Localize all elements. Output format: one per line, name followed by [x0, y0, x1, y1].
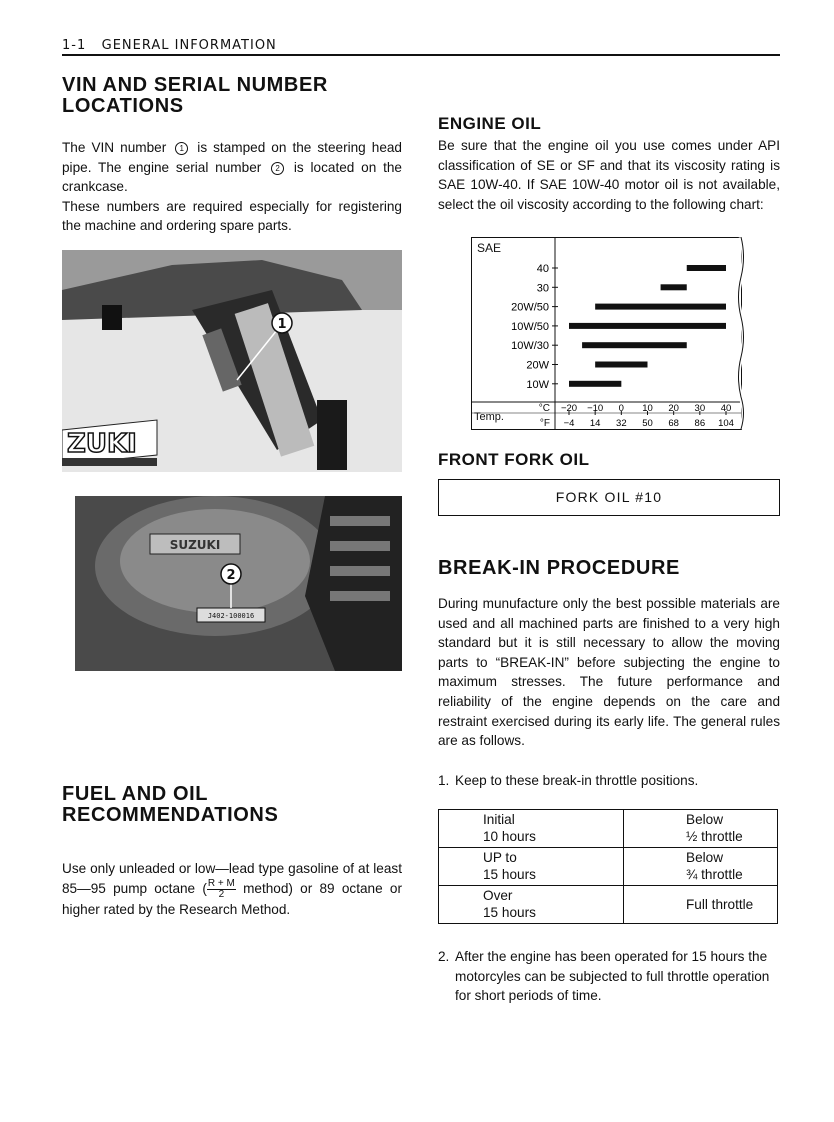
vin-paragraph-1 — [62, 138, 402, 197]
celsius-tick-label: 30 — [694, 403, 706, 414]
throttle-line2: ½ throttle — [686, 829, 743, 844]
fraction-denominator: 2 — [218, 888, 225, 900]
throttle-cell — [624, 886, 778, 924]
vin-text-c: is located on the crankcase. — [62, 159, 402, 195]
period-line2: 15 hours — [483, 867, 536, 882]
fahrenheit-tick-label: −4 — [563, 418, 575, 429]
page-number: 1-1 — [62, 38, 87, 53]
photo2-brand-text: SUZUKI — [169, 538, 221, 552]
fuel-title — [62, 784, 402, 826]
fuel-title-line2: RECOMMENDATIONS — [62, 804, 279, 826]
fahrenheit-tick-label: 50 — [642, 418, 653, 429]
steering-head-photo — [62, 250, 402, 472]
chart-title: SAE — [477, 241, 502, 255]
fahrenheit-tick-label: 32 — [616, 418, 627, 429]
table-row — [439, 886, 778, 924]
celsius-tick-label: 0 — [618, 403, 624, 414]
vin-paragraph-2: These numbers are required especially for registering the machine and ordering spare parts. — [62, 198, 402, 234]
fahrenheit-tick-label: 104 — [718, 418, 734, 429]
vin-text-b: is stamped on the steering head pipe. The engine serial number — [62, 140, 402, 175]
period-cell — [439, 848, 624, 886]
header-rule — [62, 54, 780, 56]
celsius-unit: °C — [538, 403, 550, 414]
fahrenheit-tick-label: 68 — [668, 418, 679, 429]
callout-2-marker: 2 — [271, 162, 284, 175]
crankcase-illustration — [75, 496, 402, 671]
viscosity-range-bar — [582, 342, 687, 348]
fuel-title-line1: FUEL AND OIL — [62, 783, 209, 805]
break-in-title: BREAK-IN PROCEDURE — [438, 557, 680, 579]
break-in-rules-1 — [438, 771, 780, 791]
throttle-line1: Below — [686, 812, 724, 827]
chart-x-axis-label: Temp. — [474, 411, 504, 423]
break-in-paragraph: During munufacture only the best possible materials are used and all machined parts are finished to a very high standard but it is still necessary to allow the moving parts to “BREAK-IN” before subjecting the engine to maximum stresses. The future performance and reliability of the engine depends on the care and restraint exercised during its early life. The general rules are as follows. — [438, 596, 780, 749]
vin-title — [62, 75, 402, 117]
photo2-callout-label: 2 — [226, 568, 236, 583]
photo2-serial-text: J402-100016 — [207, 612, 255, 620]
fahrenheit-unit: °F — [539, 418, 550, 429]
crankcase-photo — [75, 496, 402, 671]
photo1-callout-label: 1 — [277, 317, 287, 332]
viscosity-range-bar — [569, 381, 621, 387]
section-name: GENERAL INFORMATION — [101, 38, 277, 53]
throttle-line1: Full throttle — [686, 896, 754, 912]
viscosity-range-bar — [595, 362, 647, 368]
viscosity-chart — [471, 237, 747, 432]
throttle-cell — [624, 810, 778, 848]
viscosity-range-bar — [569, 323, 726, 329]
fork-oil-value: FORK OIL #10 — [555, 489, 663, 505]
rule-2-text: After the engine has been operated for 15 hours the motorcyles can be subjected to full throttle operation for short periods of time. — [455, 949, 770, 1004]
category-label: 10W — [526, 378, 549, 391]
throttle-line1: Below — [686, 850, 724, 865]
fahrenheit-tick-label: 86 — [694, 418, 706, 429]
throttle-cell — [624, 848, 778, 886]
callout-1-marker: 1 — [175, 142, 188, 155]
throttle-line2: ¾ throttle — [686, 867, 743, 882]
period-cell — [439, 810, 624, 848]
fuel-text — [62, 859, 402, 919]
vin-title-line1: VIN AND SERIAL NUMBER — [62, 74, 328, 96]
category-label: 20W/50 — [511, 301, 549, 314]
period-line1: UP to — [483, 850, 517, 865]
period-line2: 15 hours — [483, 905, 536, 920]
category-label: 10W/50 — [511, 320, 549, 333]
period-cell — [439, 886, 624, 924]
category-label: 40 — [536, 263, 549, 275]
category-label: 20W — [526, 359, 549, 372]
vin-text — [62, 138, 402, 236]
photo1-brand-text: ZUKI — [67, 429, 137, 459]
front-fork-title: FRONT FORK OIL — [438, 450, 590, 469]
vin-section — [62, 75, 402, 236]
table-row — [439, 848, 778, 886]
page-header — [62, 38, 277, 53]
vin-title-line2: LOCATIONS — [62, 95, 184, 117]
rule-list-2 — [438, 947, 780, 1006]
celsius-tick-label: 10 — [642, 403, 653, 414]
period-line2: 10 hours — [483, 829, 536, 844]
viscosity-range-bar — [687, 265, 726, 271]
celsius-tick-label: 20 — [668, 403, 679, 414]
break-in-rules-2 — [438, 947, 780, 1006]
rule-1-text: Keep to these break-in throttle positions. — [455, 772, 699, 788]
throttle-table — [438, 809, 778, 924]
period-line1: Over — [483, 888, 513, 903]
fuel-text-a: Use only unleaded or low—lead type gasoline of at least 85—95 pump octane ( — [62, 861, 402, 896]
rule-2-number: 2. — [438, 949, 450, 964]
rule-1 — [438, 771, 780, 791]
viscosity-chart-svg — [471, 237, 747, 432]
fahrenheit-tick-label: 14 — [589, 418, 601, 429]
rule-2 — [438, 947, 780, 1006]
category-label: 30 — [536, 282, 549, 295]
vin-text-a: The VIN number — [62, 140, 167, 155]
fork-oil-box — [438, 479, 780, 516]
front-fork-section — [438, 450, 780, 470]
category-label: 10W/30 — [511, 340, 549, 353]
table-row — [439, 810, 778, 848]
viscosity-range-bar — [661, 284, 687, 290]
octane-fraction — [207, 879, 236, 900]
throttle-table-wrap — [438, 809, 778, 924]
period-line1: Initial — [483, 812, 515, 827]
steering-head-illustration — [62, 250, 402, 472]
fraction-numerator: R + M — [207, 877, 235, 889]
fuel-section — [62, 784, 402, 919]
celsius-tick-label: −20 — [560, 403, 578, 414]
engine-oil-title: ENGINE OIL — [438, 114, 542, 133]
fuel-text-b: method) or 89 octane or higher rated by the Research Method. — [62, 880, 402, 917]
celsius-tick-label: −10 — [587, 403, 604, 414]
engine-oil-text: Be sure that the engine oil you use comes under API classification of SE or SF and that its viscosity rating is SAE 10W-40. If SAE 10W-40 motor oil is not available, select the oil viscosity according to the following chart: — [438, 138, 780, 212]
engine-oil-section — [438, 114, 780, 214]
rule-1-number: 1. — [438, 772, 450, 788]
celsius-tick-label: 40 — [720, 403, 732, 414]
viscosity-range-bar — [595, 304, 726, 310]
break-in-section — [438, 558, 780, 790]
